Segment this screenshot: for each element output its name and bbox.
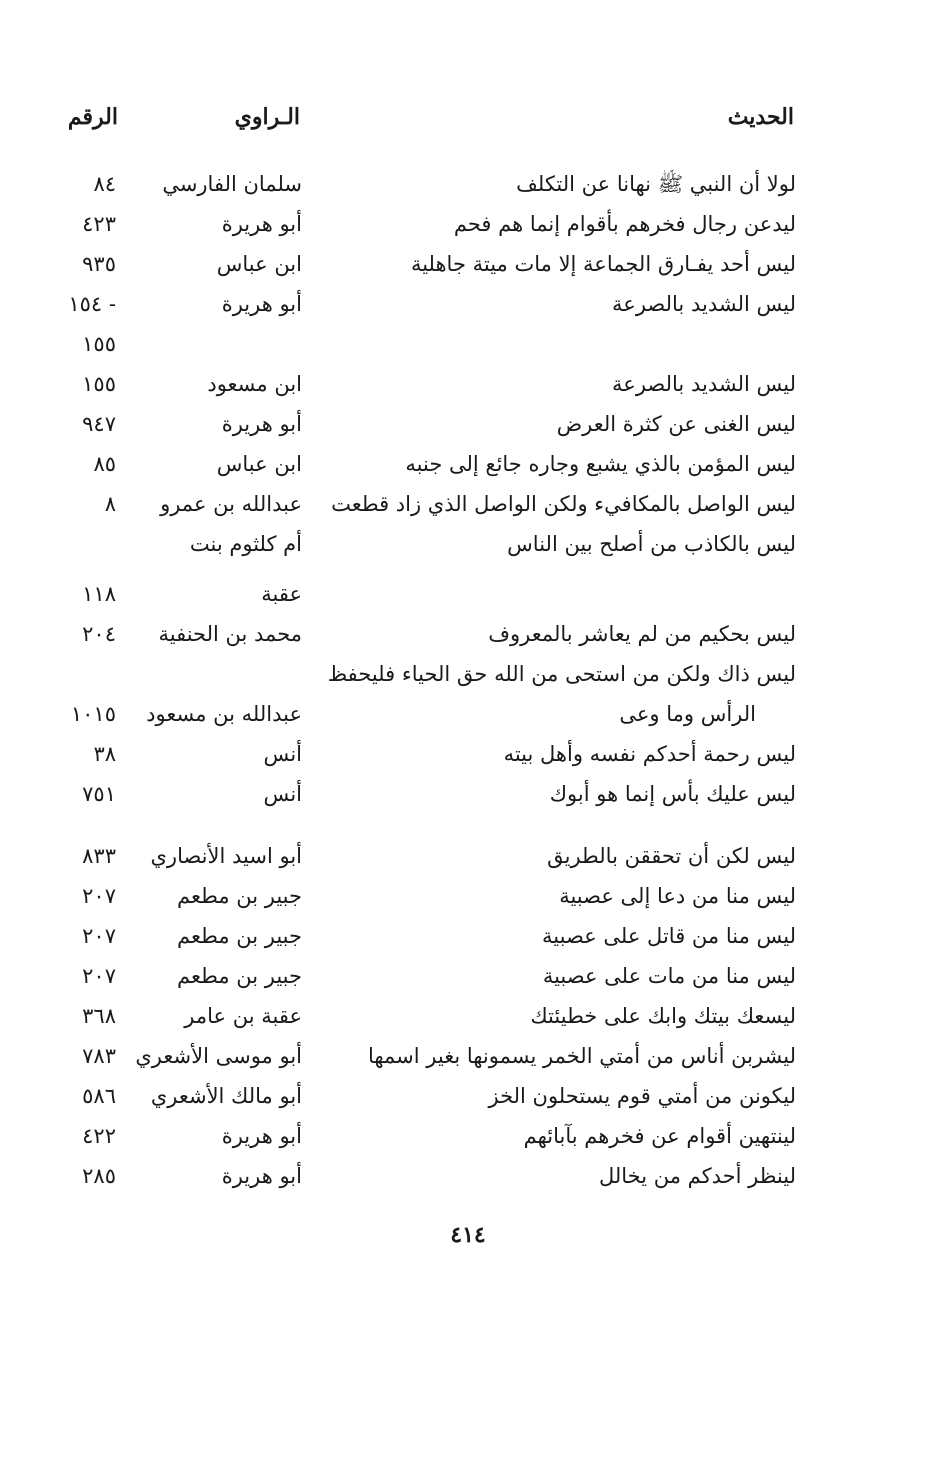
narrator-name: أنس [263, 782, 302, 806]
narrator-name: أنس [263, 742, 302, 766]
hadith-number: ٨٥ [93, 452, 116, 476]
hadith-text: ليس الغنى عن كثرة العرض [556, 412, 796, 436]
hadith-text: ليس منا من مات على عصبية [542, 964, 796, 988]
narrator-name: أبو هريرة [221, 1164, 302, 1188]
narrator-name: أبو هريرة [221, 1124, 302, 1148]
narrator-name: ابن عباس [216, 252, 302, 276]
hadith-text: لينتهين أقوام عن فخرهم بآبائهم [523, 1124, 796, 1148]
hadith-number: ٧٥١ [82, 782, 116, 806]
hadith-number: - ١٥٤ [68, 292, 116, 316]
narrator-name: أبو هريرة [221, 292, 302, 316]
hadith-index-table [0, 164, 936, 1204]
table-row [0, 244, 936, 284]
hadith-text: ليس الشديد بالصرعة [612, 292, 796, 316]
table-row [0, 1156, 936, 1196]
hadith-number: ٢٨٥ [82, 1164, 116, 1188]
header-hadith: الحديث [727, 104, 794, 130]
narrator-name: أبو هريرة [221, 212, 302, 236]
hadith-text: ليس بحكيم من لم يعاشر بالمعروف [488, 622, 796, 646]
hadith-text: ليس الواصل بالمكافيء ولكن الواصل الذي زاد قطعت [331, 492, 796, 516]
table-row [0, 484, 936, 524]
hadith-number: ٥٨٦ [82, 1084, 116, 1108]
narrator-name: عبدالله بن مسعود [146, 702, 302, 726]
hadith-text: ليكونن من أمتي قوم يستحلون الخز [488, 1084, 796, 1108]
hadith-text: ليس أحد يفـارق الجماعة إلا مات ميتة جاهلية [410, 252, 796, 276]
table-row [0, 204, 936, 244]
hadith-number: ٢٠٧ [82, 884, 116, 908]
narrator-name: محمد بن الحنفية [158, 622, 302, 646]
hadith-text: ليس ذاك ولكن من استحى من الله حق الحياء فليحفظ [327, 662, 796, 686]
hadith-number: ٢٠٧ [82, 924, 116, 948]
hadith-number: ٢٠٤ [82, 622, 116, 646]
narrator-name: أبو مالك الأشعري [150, 1084, 302, 1108]
narrator-name: ابن عباس [216, 452, 302, 476]
table-row [0, 524, 936, 564]
narrator-name: أبو اسيد الأنصاري [150, 844, 302, 868]
hadith-text: ليس رحمة أحدكم نفسه وأهل بيته [503, 742, 796, 766]
narrator-name: جبير بن مطعم [176, 924, 302, 948]
hadith-number: ٨٣٣ [82, 844, 116, 868]
narrator-name: أبو هريرة [221, 412, 302, 436]
table-row [0, 916, 936, 956]
hadith-number: ١٠١٥ [70, 702, 116, 726]
table-row [0, 694, 936, 734]
table-row [0, 996, 936, 1036]
narrator-name: أبو موسى الأشعري [135, 1044, 302, 1068]
hadith-text: ليس بالكاذب من أصلح بين الناس [507, 532, 796, 556]
table-header [0, 104, 936, 144]
narrator-name: عقبة [261, 582, 302, 606]
table-row [0, 876, 936, 916]
table-row [0, 364, 936, 404]
table-row [0, 1036, 936, 1076]
table-row [0, 164, 936, 204]
hadith-text: ليس منا من قاتل على عصبية [542, 924, 796, 948]
hadith-text: ليس المؤمن بالذي يشبع وجاره جائع إلى جنبه [405, 452, 796, 476]
table-row [0, 574, 936, 614]
narrator-name: سلمان الفارسي [162, 172, 302, 196]
hadith-text: ليس الشديد بالصرعة [612, 372, 796, 396]
hadith-number: ١٥٥ [82, 372, 116, 396]
hadith-number: ١٥٥ [82, 332, 116, 356]
hadith-number: ٣٦٨ [82, 1004, 116, 1028]
hadith-number: ٩٤٧ [82, 412, 116, 436]
hadith-text: ليس لكن أن تحققن بالطريق [547, 844, 796, 868]
hadith-number: ٢٠٧ [82, 964, 116, 988]
hadith-number: ٣٨ [93, 742, 116, 766]
narrator-name: عقبة بن عامر [184, 1004, 302, 1028]
table-row [0, 284, 936, 324]
hadith-text: لولا أن النبي ﷺ نهانا عن التكلف [516, 172, 796, 196]
hadith-number: ٤٢٣ [82, 212, 116, 236]
table-row [0, 654, 936, 694]
hadith-text: ليس عليك بأس إنما هو أبوك [549, 782, 796, 806]
narrator-name: جبير بن مطعم [176, 884, 302, 908]
hadith-number: ٧٨٣ [82, 1044, 116, 1068]
hadith-number: ٩٣٥ [82, 252, 116, 276]
hadith-number: ٤٢٢ [82, 1124, 116, 1148]
header-narrator: الـراوي [234, 104, 300, 130]
table-row [0, 836, 936, 876]
hadith-number: ٨ [104, 492, 116, 516]
hadith-text: ليدعن رجال فخرهم بأقوام إنما هم فحم [453, 212, 796, 236]
table-row [0, 404, 936, 444]
table-row [0, 324, 936, 364]
hadith-text: ليسعك بيتك وابك على خطيئتك [530, 1004, 796, 1028]
narrator-name: عبدالله بن عمرو [160, 492, 302, 516]
hadith-text: ليشربن أناس من أمتي الخمر يسمونها بغير اسمها [367, 1044, 796, 1068]
narrator-name: أم كلثوم بنت [189, 532, 302, 556]
narrator-name: جبير بن مطعم [176, 964, 302, 988]
hadith-number: ٨٤ [93, 172, 116, 196]
hadith-text: لينظر أحدكم من يخالل [598, 1164, 796, 1188]
table-row [0, 1116, 936, 1156]
table-row [0, 614, 936, 654]
hadith-number: ١١٨ [82, 582, 116, 606]
table-row [0, 956, 936, 996]
header-number: الرقم [67, 104, 118, 130]
hadith-text: ليس منا من دعا إلى عصبية [559, 884, 796, 908]
hadith-text: الرأس وما وعى [619, 702, 756, 726]
table-row [0, 734, 936, 774]
narrator-name: ابن مسعود [207, 372, 302, 396]
table-row [0, 1076, 936, 1116]
table-row [0, 774, 936, 814]
page-number: ٤١٤ [450, 1222, 486, 1248]
table-row [0, 444, 936, 484]
